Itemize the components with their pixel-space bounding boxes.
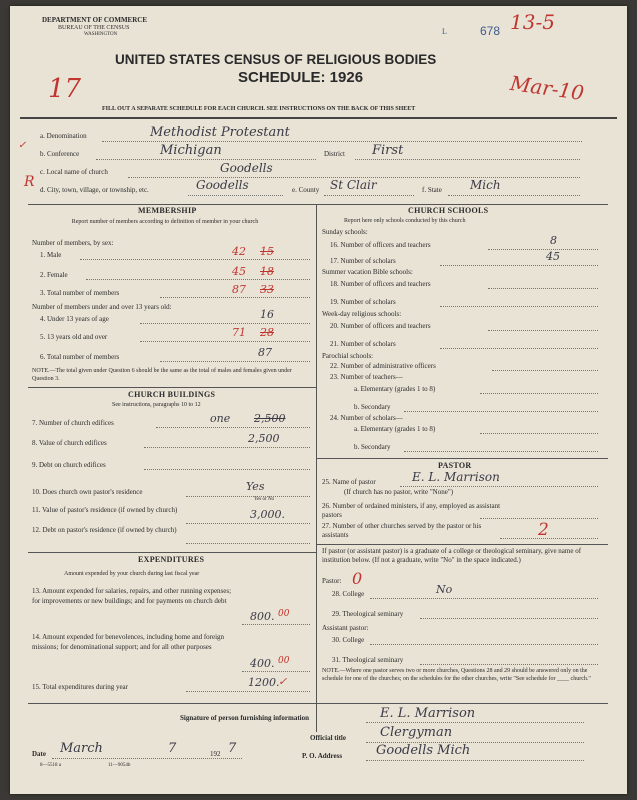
q14-line (242, 671, 310, 672)
form-number-2: 11—9054b (108, 763, 131, 768)
q31-line (420, 664, 598, 665)
female-line (86, 279, 310, 280)
male-label: 1. Male (40, 251, 62, 259)
district-line (355, 159, 580, 160)
date-month: March (60, 741, 103, 756)
parochial-label: Parochial schools: (322, 352, 374, 360)
q24a-line (480, 433, 598, 434)
q24a-label: a. Elementary (grades 1 to 8) (354, 425, 436, 433)
dept-name: DEPARTMENT OF COMMERCE (42, 16, 148, 24)
under13-label: 4. Under 13 years of age (40, 315, 109, 323)
residence-debt-line (186, 543, 310, 544)
over13-value: 71 (232, 326, 246, 339)
yes-no-hint: Yes or No (254, 497, 275, 502)
county-label: e. County (292, 186, 320, 194)
schools-sub: Report here only schools conducted by this church (344, 218, 466, 224)
q16-value: 8 (550, 234, 557, 247)
age-total-label: 6. Total number of members (40, 353, 120, 361)
q22-line (492, 370, 598, 371)
q23a-line (480, 393, 598, 394)
q25-line (400, 486, 598, 487)
q19-line (440, 306, 598, 307)
rule (28, 703, 608, 704)
residence-label: 10. Does church own pastor's residence (32, 488, 143, 496)
q25-label: 25. Name of pastor (322, 478, 376, 486)
male-value: 42 (232, 245, 246, 258)
q14-label: 14. Amount expended for benevolences, including home and foreign missions; for denominational support; and for all other purposes (32, 633, 225, 651)
q16-label: 16. Number of officers and teachers (330, 241, 431, 249)
residence-value-label: 11. Value of pastor's residence (if owned by church) (32, 506, 178, 514)
female-check: 18 (260, 265, 274, 278)
addr-value: Goodells Mich (376, 743, 471, 758)
residence-value: Yes (246, 480, 265, 493)
pastor-note: NOTE.—Where one pastor serves two or more churches, Questions 28 and 29 should be answered only on the schedule for one of the churches; on the schedules for the other churches, write "See schedule for ____ church." (322, 668, 591, 682)
conf-label: b. Conference (40, 150, 80, 158)
residence-value-line (186, 523, 310, 524)
conf-line (96, 159, 316, 160)
sig-value: E. L. Marrison (380, 706, 476, 721)
q15-label: 15. Total expenditures during year (32, 683, 128, 691)
expenditures-sub: Amount expended by your church during last fiscal year (64, 571, 200, 577)
state-line (448, 195, 580, 196)
state-value: Mich (470, 178, 501, 192)
schools-title: CHURCH SCHOOLS (408, 206, 489, 215)
q19-label: 19. Number of scholars (330, 298, 396, 306)
q29-label: 29. Theological seminary (332, 610, 404, 618)
left-red-mark: 17 (48, 74, 82, 104)
total-check: 33 (260, 283, 274, 296)
corner-mark: 13-5 (510, 10, 555, 34)
city-line (188, 195, 283, 196)
q25-note: (If church has no pastor, write "None") (344, 488, 454, 496)
local-value: Goodells (220, 161, 273, 175)
date-year-digit: 7 (228, 741, 237, 756)
q14-cents: 00 (278, 656, 290, 666)
city-label: d. City, town, village, or township, etc. (40, 186, 149, 194)
q23a-label: a. Elementary (grades 1 to 8) (354, 385, 436, 393)
q18-label: 18. Number of officers and teachers (330, 280, 431, 288)
age-total-line (160, 361, 310, 362)
bureau-city: WASHINGTON (84, 32, 118, 37)
pastor-title: PASTOR (438, 461, 472, 470)
date-year-prefix: 192 (210, 750, 221, 758)
edifices-value: one (210, 412, 231, 425)
q13-value: 800. (250, 610, 275, 623)
q20-label: 20. Number of officers and teachers (330, 322, 431, 330)
total-line (160, 297, 310, 298)
value-edifices-line (144, 447, 310, 448)
serial-prefix: L (442, 27, 447, 36)
q15-value: 1200. (248, 676, 280, 689)
over13-line (140, 341, 310, 342)
sunday-label: Sunday schools: (322, 228, 368, 236)
red-date-mark: Mar-10 (508, 70, 586, 106)
q31-label: 31. Theological seminary (332, 656, 404, 664)
bureau-name: BUREAU OF THE CENSUS (58, 25, 130, 31)
conf-value: Michigan (160, 143, 222, 158)
date-line (52, 758, 242, 759)
male-line (80, 259, 310, 260)
pastor-label: Pastor: (322, 577, 342, 585)
expenditures-title: EXPENDITURES (138, 555, 205, 564)
membership-sex-label: Number of members, by sex: (32, 239, 114, 247)
q24b-label: b. Secondary (354, 443, 391, 451)
date-label: Date (32, 750, 46, 758)
q22-label: 22. Number of administrative officers (330, 362, 436, 370)
title-label: Official title (310, 734, 346, 742)
q27-label: 27. Number of other churches served by the pastor or his assistants (322, 522, 482, 539)
form-title: UNITED STATES CENSUS OF RELIGIOUS BODIES (115, 52, 437, 67)
addr-line (366, 760, 584, 761)
sig-label: Signature of person furnishing information (180, 714, 309, 722)
rule (20, 117, 617, 119)
q21-label: 21. Number of scholars (330, 340, 396, 348)
sig-line (366, 722, 584, 723)
under13-line (140, 323, 310, 324)
census-form (10, 6, 627, 794)
margin-mark: R (24, 174, 35, 190)
value-edifices-label: 8. Value of church edifices (32, 439, 107, 447)
q18-line (488, 288, 598, 289)
local-label: c. Local name of church (40, 168, 108, 176)
state-label: f. State (422, 186, 442, 194)
addr-label: P. O. Address (302, 752, 343, 760)
asst-label: Assistant pastor: (322, 624, 369, 632)
under13-value: 16 (260, 308, 274, 321)
district-label: District (324, 150, 345, 158)
q28-value: No (436, 583, 453, 596)
q26-line (480, 518, 598, 519)
county-line (324, 195, 414, 196)
q17-label: 17. Number of scholars (330, 257, 396, 265)
q28-line (370, 598, 598, 599)
residence-debt-label: 12. Debt on pastor's residence (if owned by church) (32, 526, 177, 534)
q25-value: E. L. Marrison (412, 470, 500, 484)
residence-line (186, 496, 310, 497)
q28-label: 28. College (332, 590, 365, 598)
date-day: 7 (168, 741, 177, 756)
title-value: Clergyman (380, 725, 453, 740)
rule (316, 544, 608, 545)
buildings-sub: See instructions, paragraphs 10 to 12 (112, 402, 201, 408)
instruction-line: FILL OUT A SEPARATE SCHEDULE FOR EACH CHURCH. SEE INSTRUCTIONS ON THE BACK OF THIS SHEET (102, 106, 416, 112)
form-number: 8—5518 a (40, 763, 61, 768)
q30-line (370, 644, 598, 645)
summer-label: Summer vacation Bible schools: (322, 268, 413, 276)
q23b-line (404, 411, 598, 412)
buildings-title: CHURCH BUILDINGS (128, 390, 216, 399)
county-value: St Clair (330, 178, 377, 192)
q13-cents: 00 (278, 609, 290, 619)
q21-line (440, 348, 598, 349)
q27-value: 2 (538, 520, 549, 540)
edifices-line (156, 427, 310, 428)
male-check: 15 (260, 245, 274, 258)
membership-note: NOTE.—The total given under Question 6 should be the same as the total of males and females given under Question 3. (32, 368, 292, 382)
female-label: 2. Female (40, 271, 68, 279)
q29-line (420, 618, 598, 619)
over13-label: 5. 13 years old and over (40, 333, 108, 341)
rule (28, 204, 608, 205)
female-value: 45 (232, 265, 246, 278)
rule (316, 458, 608, 459)
rule (28, 552, 316, 553)
edifices-struck: 2,500 (254, 412, 286, 425)
age-label: Number of members under and over 13 years old: (32, 303, 172, 311)
membership-title: MEMBERSHIP (138, 206, 197, 215)
city-value: Goodells (196, 178, 249, 192)
over13-check: 28 (260, 326, 274, 339)
q26-label: 26. Number of ordained ministers, if any, employed as assistant pastors (322, 502, 501, 519)
q15-check: ✓ (278, 675, 288, 688)
q24b-line (404, 451, 598, 452)
total-value: 87 (232, 283, 246, 296)
q23b-label: b. Secondary (354, 403, 391, 411)
edifices-label: 7. Number of church edifices (32, 419, 114, 427)
q23-label: 23. Number of teachers— (330, 373, 403, 381)
q24-label: 24. Number of scholars— (330, 414, 403, 422)
debt-edifices-label: 9. Debt on church edifices (32, 461, 106, 469)
weekday-label: Week-day religious schools: (322, 310, 402, 318)
grad-note: If pastor (or assistant pastor) is a graduate of a college or theological seminary, give name of institution below. (If not a graduate, write "No" in the space indicated.) (322, 547, 582, 564)
district-value: First (372, 143, 404, 158)
pastor-red-mark: 0 (352, 569, 363, 588)
q14-value: 400. (250, 657, 275, 670)
check-mark: ✓ (18, 140, 27, 151)
debt-edifices-line (144, 469, 310, 470)
denom-label: a. Denomination (40, 132, 87, 140)
value-edifices-value: 2,500 (248, 432, 280, 445)
q15-line (186, 691, 310, 692)
q27-line (500, 538, 598, 539)
q17-line (440, 265, 598, 266)
q16-line (488, 249, 598, 250)
column-divider (316, 204, 317, 732)
membership-intro: Report number of members according to definition of member in your church (71, 219, 259, 225)
total-label: 3. Total number of members (40, 289, 120, 297)
rule (28, 387, 316, 388)
q30-label: 30. College (332, 636, 365, 644)
q13-label: 13. Amount expended for salaries, repairs, and other running expenses; for improvements or new buildings; and for payments on church debt (32, 587, 232, 605)
q17-value: 45 (546, 250, 560, 263)
serial-number: 678 (480, 24, 501, 38)
q13-line (242, 624, 310, 625)
residence-value-value: 3,000. (250, 508, 285, 521)
q20-line (488, 330, 598, 331)
denom-value: Methodist Protestant (150, 125, 290, 140)
schedule-title: SCHEDULE: 1926 (238, 69, 364, 86)
age-total-value: 87 (258, 346, 272, 359)
denom-line (102, 141, 582, 142)
